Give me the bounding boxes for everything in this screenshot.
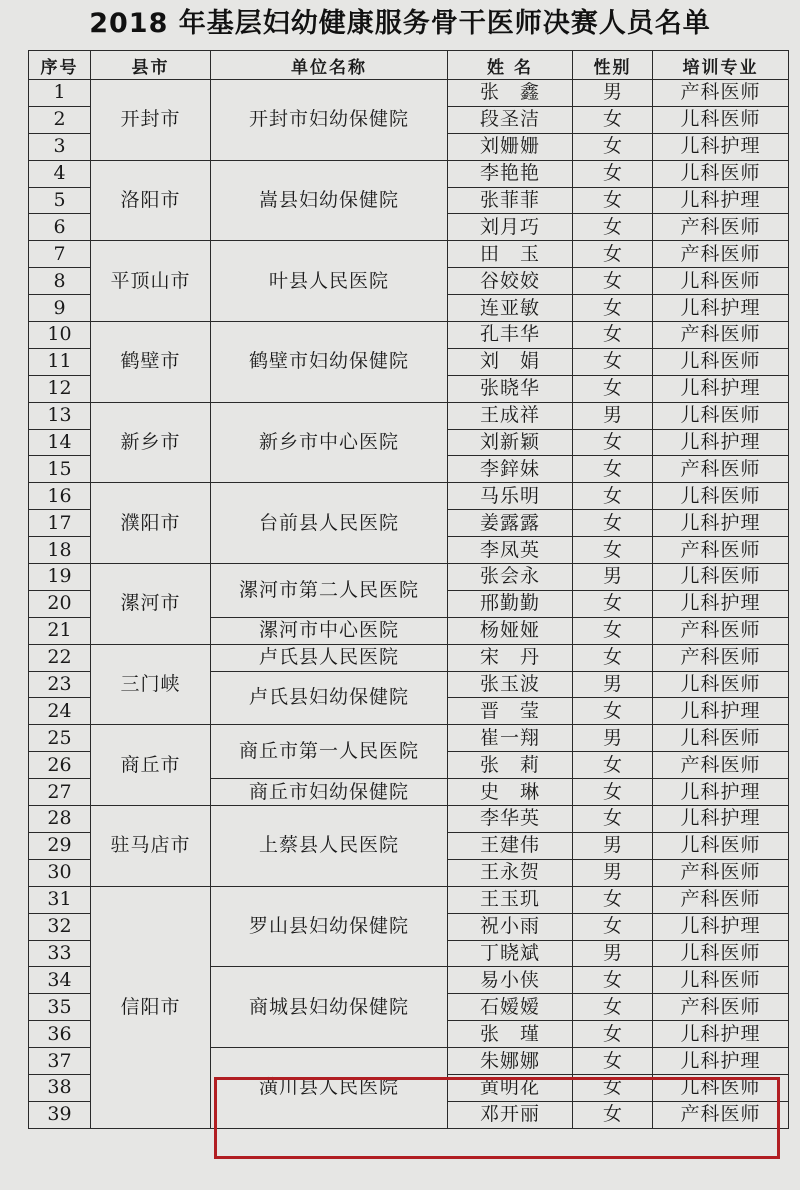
row-number-cell: 13 [29,402,91,429]
gender-cell: 女 [573,779,653,806]
name-cell: 石嫒嫒 [448,994,573,1021]
major-cell: 儿科医师 [653,564,789,591]
table-row [29,402,789,429]
gender-cell: 女 [573,1048,653,1075]
row-number-cell: 8 [29,268,91,295]
row-number-cell: 11 [29,348,91,375]
major-cell: 儿科医师 [653,106,789,133]
row-number-cell: 5 [29,187,91,214]
gender-cell: 女 [573,510,653,537]
gender-cell: 女 [573,106,653,133]
city-cell: 漯河市 [91,564,211,645]
gender-cell: 女 [573,806,653,833]
gender-cell: 女 [573,617,653,644]
major-cell: 儿科护理 [653,429,789,456]
name-cell: 史 琳 [448,779,573,806]
unit-cell: 新乡市中心医院 [211,402,448,483]
city-cell: 开封市 [91,80,211,161]
row-number-cell: 15 [29,456,91,483]
major-cell: 儿科护理 [653,375,789,402]
major-cell: 儿科护理 [653,133,789,160]
row-number-cell: 9 [29,295,91,322]
name-cell: 张会永 [448,564,573,591]
row-number-cell: 39 [29,1101,91,1128]
name-cell: 刘姗姗 [448,133,573,160]
unit-cell: 漯河市中心医院 [211,617,448,644]
major-cell: 产科医师 [653,322,789,349]
unit-cell: 开封市妇幼保健院 [211,80,448,161]
major-cell: 产科医师 [653,859,789,886]
row-number-cell: 38 [29,1074,91,1101]
name-cell: 马乐明 [448,483,573,510]
major-cell: 产科医师 [653,1101,789,1128]
name-cell: 段圣洁 [448,106,573,133]
header-no: 序号 [29,51,91,80]
row-number-cell: 17 [29,510,91,537]
table-row [29,644,789,671]
row-number-cell: 7 [29,241,91,268]
name-cell: 黄明花 [448,1074,573,1101]
document-title: 2018 年基层妇幼健康服务骨干医师决赛人员名单 [89,8,711,39]
row-number-cell: 30 [29,859,91,886]
gender-cell: 女 [573,160,653,187]
city-cell: 鹤壁市 [91,322,211,403]
gender-cell: 女 [573,644,653,671]
unit-cell: 罗山县妇幼保健院 [211,886,448,967]
name-cell: 王永贺 [448,859,573,886]
major-cell: 儿科护理 [653,1048,789,1075]
header-city: 县市 [91,51,211,80]
table-row [29,564,789,591]
major-cell: 产科医师 [653,886,789,913]
row-number-cell: 29 [29,832,91,859]
major-cell: 儿科护理 [653,510,789,537]
name-cell: 丁晓斌 [448,940,573,967]
name-cell: 张 瑾 [448,1021,573,1048]
header-row [29,51,789,80]
gender-cell: 女 [573,913,653,940]
row-number-cell: 16 [29,483,91,510]
gender-cell: 男 [573,564,653,591]
unit-cell: 漯河市第二人民医院 [211,564,448,618]
major-cell: 产科医师 [653,644,789,671]
name-cell: 张晓华 [448,375,573,402]
row-number-cell: 28 [29,806,91,833]
gender-cell: 女 [573,241,653,268]
row-number-cell: 12 [29,375,91,402]
gender-cell: 女 [573,590,653,617]
name-cell: 张 鑫 [448,80,573,107]
name-cell: 李艳艳 [448,160,573,187]
unit-cell: 商城县妇幼保健院 [211,967,448,1048]
unit-cell: 台前县人民医院 [211,483,448,564]
row-number-cell: 23 [29,671,91,698]
row-number-cell: 10 [29,322,91,349]
major-cell: 儿科护理 [653,913,789,940]
gender-cell: 男 [573,402,653,429]
unit-cell: 潢川县人民医院 [211,1048,448,1129]
gender-cell: 男 [573,671,653,698]
row-number-cell: 6 [29,214,91,241]
city-cell: 濮阳市 [91,483,211,564]
major-cell: 儿科医师 [653,1074,789,1101]
major-cell: 儿科医师 [653,671,789,698]
row-number-cell: 1 [29,80,91,107]
name-cell: 张 莉 [448,752,573,779]
city-cell: 洛阳市 [91,160,211,241]
city-cell: 信阳市 [91,886,211,1128]
gender-cell: 女 [573,483,653,510]
table-row [29,725,789,752]
major-cell: 儿科医师 [653,967,789,994]
major-cell: 儿科护理 [653,806,789,833]
name-cell: 邓开丽 [448,1101,573,1128]
major-cell: 产科医师 [653,214,789,241]
name-cell: 朱娜娜 [448,1048,573,1075]
row-number-cell: 20 [29,590,91,617]
gender-cell: 女 [573,295,653,322]
name-cell: 晋 莹 [448,698,573,725]
row-number-cell: 4 [29,160,91,187]
gender-cell: 女 [573,886,653,913]
gender-cell: 女 [573,456,653,483]
gender-cell: 男 [573,725,653,752]
major-cell: 产科医师 [653,994,789,1021]
name-cell: 刘新颖 [448,429,573,456]
major-cell: 儿科护理 [653,698,789,725]
gender-cell: 男 [573,859,653,886]
row-number-cell: 35 [29,994,91,1021]
name-cell: 王成祥 [448,402,573,429]
name-cell: 易小侠 [448,967,573,994]
major-cell: 儿科护理 [653,187,789,214]
major-cell: 儿科医师 [653,832,789,859]
city-cell: 驻马店市 [91,806,211,887]
row-number-cell: 24 [29,698,91,725]
table-row [29,241,789,268]
major-cell: 儿科医师 [653,940,789,967]
gender-cell: 男 [573,80,653,107]
gender-cell: 男 [573,832,653,859]
major-cell: 儿科护理 [653,779,789,806]
unit-cell: 嵩县妇幼保健院 [211,160,448,241]
name-cell: 宋 丹 [448,644,573,671]
gender-cell: 女 [573,322,653,349]
name-cell: 王建伟 [448,832,573,859]
name-cell: 王玉玑 [448,886,573,913]
header-major: 培训专业 [653,51,789,80]
header-gender: 性别 [573,51,653,80]
gender-cell: 女 [573,698,653,725]
gender-cell: 女 [573,429,653,456]
row-number-cell: 36 [29,1021,91,1048]
major-cell: 儿科护理 [653,295,789,322]
gender-cell: 男 [573,940,653,967]
table-row [29,322,789,349]
major-cell: 儿科护理 [653,1021,789,1048]
name-cell: 李鋅妹 [448,456,573,483]
unit-cell: 卢氏县人民医院 [211,644,448,671]
unit-cell: 商丘市第一人民医院 [211,725,448,779]
row-number-cell: 22 [29,644,91,671]
row-number-cell: 27 [29,779,91,806]
gender-cell: 女 [573,375,653,402]
gender-cell: 女 [573,348,653,375]
unit-cell: 上蔡县人民医院 [211,806,448,887]
row-number-cell: 31 [29,886,91,913]
major-cell: 儿科医师 [653,483,789,510]
row-number-cell: 25 [29,725,91,752]
gender-cell: 女 [573,967,653,994]
major-cell: 儿科医师 [653,268,789,295]
table-row [29,160,789,187]
major-cell: 产科医师 [653,456,789,483]
row-number-cell: 3 [29,133,91,160]
name-cell: 杨娅娅 [448,617,573,644]
header-unit: 单位名称 [211,51,448,80]
name-cell: 刘 娟 [448,348,573,375]
unit-cell: 卢氏县妇幼保健院 [211,671,448,725]
name-cell: 张玉波 [448,671,573,698]
city-cell: 平顶山市 [91,241,211,322]
table-header [29,51,789,80]
gender-cell: 女 [573,1021,653,1048]
gender-cell: 女 [573,1101,653,1128]
row-number-cell: 34 [29,967,91,994]
name-cell: 崔一翔 [448,725,573,752]
gender-cell: 女 [573,187,653,214]
row-number-cell: 18 [29,537,91,564]
row-number-cell: 19 [29,564,91,591]
row-number-cell: 14 [29,429,91,456]
finalist-roster-table [28,50,789,1129]
name-cell: 祝小雨 [448,913,573,940]
gender-cell: 女 [573,1074,653,1101]
major-cell: 儿科医师 [653,402,789,429]
row-number-cell: 33 [29,940,91,967]
name-cell: 谷姣姣 [448,268,573,295]
gender-cell: 女 [573,537,653,564]
gender-cell: 女 [573,994,653,1021]
name-cell: 李凤英 [448,537,573,564]
gender-cell: 女 [573,752,653,779]
name-cell: 孔丰华 [448,322,573,349]
table-row [29,806,789,833]
major-cell: 产科医师 [653,617,789,644]
name-cell: 连亚敏 [448,295,573,322]
major-cell: 儿科医师 [653,160,789,187]
row-number-cell: 32 [29,913,91,940]
header-name: 姓 名 [448,51,573,80]
gender-cell: 女 [573,133,653,160]
major-cell: 儿科护理 [653,590,789,617]
name-cell: 姜露露 [448,510,573,537]
name-cell: 李华英 [448,806,573,833]
city-cell: 新乡市 [91,402,211,483]
row-number-cell: 26 [29,752,91,779]
gender-cell: 女 [573,214,653,241]
row-number-cell: 2 [29,106,91,133]
major-cell: 产科医师 [653,241,789,268]
row-number-cell: 21 [29,617,91,644]
city-cell: 三门峡 [91,644,211,725]
gender-cell: 女 [573,268,653,295]
name-cell: 邢勤勤 [448,590,573,617]
unit-cell: 商丘市妇幼保健院 [211,779,448,806]
unit-cell: 叶县人民医院 [211,241,448,322]
name-cell: 田 玉 [448,241,573,268]
major-cell: 产科医师 [653,537,789,564]
city-cell: 商丘市 [91,725,211,806]
table-body [29,80,789,1129]
table-row [29,80,789,107]
major-cell: 产科医师 [653,80,789,107]
major-cell: 儿科医师 [653,348,789,375]
name-cell: 刘月巧 [448,214,573,241]
table-row [29,886,789,913]
row-number-cell: 37 [29,1048,91,1075]
table-row [29,483,789,510]
name-cell: 张菲菲 [448,187,573,214]
unit-cell: 鹤壁市妇幼保健院 [211,322,448,403]
major-cell: 儿科医师 [653,725,789,752]
major-cell: 产科医师 [653,752,789,779]
